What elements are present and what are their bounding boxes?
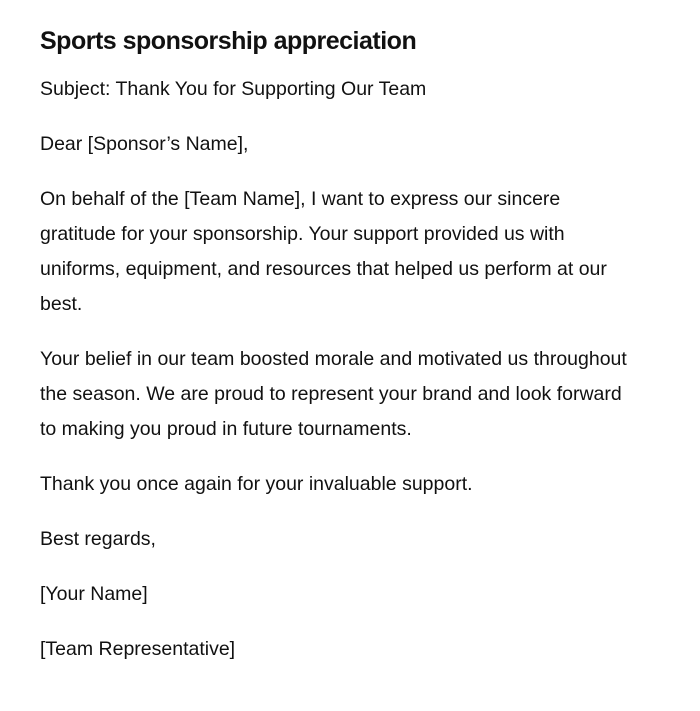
body-paragraph: Thank you once again for your invaluable support. — [40, 473, 473, 495]
signature-title: [Team Representative] — [40, 638, 236, 660]
salutation: Dear [Sponsor’s Name], — [40, 133, 249, 155]
closing: Best regards, — [40, 528, 156, 550]
body-paragraph: On behalf of the [Team Name], I want to express our sincere gratitude for your sponsorship. Your support provided us with uniforms, equipment, and resources that helped us perform at our best. — [40, 188, 607, 315]
document-title: Sports sponsorship appreciation — [40, 27, 417, 55]
subject-line: Subject: Thank You for Supporting Our Team — [40, 78, 427, 100]
body-paragraph: Your belief in our team boosted morale and motivated us throughout the season. We are proud to represent your brand and look forward to making you proud in future tournaments. — [40, 348, 627, 440]
signature-name: [Your Name] — [40, 583, 148, 605]
